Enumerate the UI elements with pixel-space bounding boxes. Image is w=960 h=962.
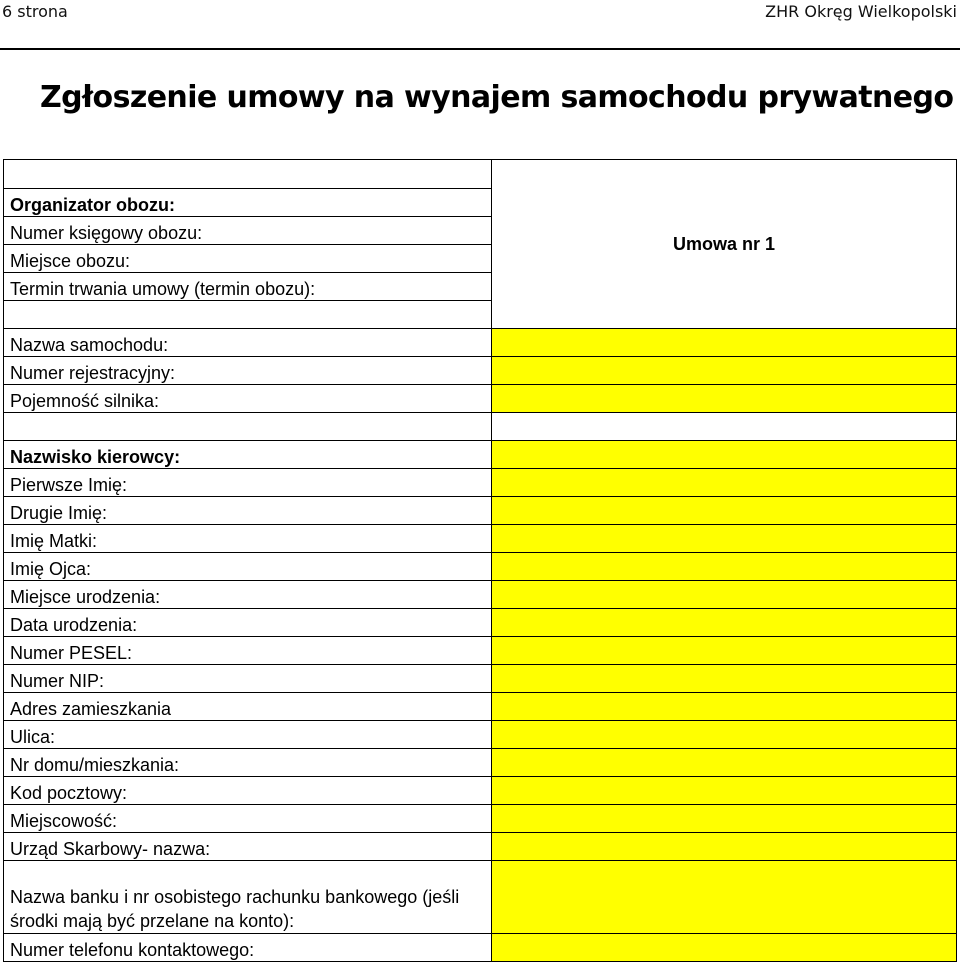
pesel-field[interactable] <box>492 637 957 665</box>
label-birth-place: Miejsce urodzenia: <box>4 581 492 609</box>
table-row <box>4 749 957 777</box>
table-row <box>4 693 957 721</box>
label-tax-office: Urząd Skarbowy- nazwa: <box>4 833 492 861</box>
first-name-field[interactable] <box>492 469 957 497</box>
contract-number: Umowa nr 1 <box>492 160 957 329</box>
driver-surname-field[interactable] <box>492 441 957 469</box>
value-cell-empty <box>492 413 957 441</box>
table-row <box>4 357 957 385</box>
label-house-number: Nr domu/mieszkania: <box>4 749 492 777</box>
label-car-name: Nazwa samochodu: <box>4 329 492 357</box>
engine-capacity-field[interactable] <box>492 385 957 413</box>
table-row <box>4 833 957 861</box>
label-engine-capacity: Pojemność silnika: <box>4 385 492 413</box>
table-row <box>4 637 957 665</box>
page-header <box>0 0 960 24</box>
phone-number-field[interactable] <box>492 934 957 962</box>
birth-date-field[interactable] <box>492 609 957 637</box>
nip-field[interactable] <box>492 665 957 693</box>
header-divider <box>0 48 960 50</box>
label-home-address: Adres zamieszkania <box>4 693 492 721</box>
label-bank-account: Nazwa banku i nr osobistego rachunku bankowego (jeśli środki mają być przelane na konto): <box>4 861 492 934</box>
label-street: Ulica: <box>4 721 492 749</box>
table-row <box>4 553 957 581</box>
mother-name-field[interactable] <box>492 525 957 553</box>
tax-office-field[interactable] <box>492 833 957 861</box>
label-contract-term: Termin trwania umowy (termin obozu): <box>4 273 492 301</box>
city-field[interactable] <box>492 805 957 833</box>
birth-place-field[interactable] <box>492 581 957 609</box>
label-first-name: Pierwsze Imię: <box>4 469 492 497</box>
table-row <box>4 861 957 934</box>
street-field[interactable] <box>492 721 957 749</box>
table-row <box>4 665 957 693</box>
label-postal-code: Kod pocztowy: <box>4 777 492 805</box>
label-birth-date: Data urodzenia: <box>4 609 492 637</box>
table-row <box>4 934 957 962</box>
table-row <box>4 497 957 525</box>
second-name-field[interactable] <box>492 497 957 525</box>
page-number: 6 strona <box>2 2 68 21</box>
label-phone-number: Numer telefonu kontaktowego: <box>4 934 492 962</box>
home-address-field[interactable] <box>492 693 957 721</box>
table-row <box>4 469 957 497</box>
label-accounting-number: Numer księgowy obozu: <box>4 217 492 245</box>
label-mother-name: Imię Matki: <box>4 525 492 553</box>
table-row <box>4 609 957 637</box>
postal-code-field[interactable] <box>492 777 957 805</box>
label-cell-empty <box>4 413 492 441</box>
rental-form-table <box>3 159 957 962</box>
table-row <box>4 805 957 833</box>
organization-name: ZHR Okręg Wielkopolski <box>765 2 957 21</box>
table-row <box>4 525 957 553</box>
table-row <box>4 441 957 469</box>
table-row <box>4 581 957 609</box>
label-cell-empty <box>4 301 492 329</box>
father-name-field[interactable] <box>492 553 957 581</box>
house-number-field[interactable] <box>492 749 957 777</box>
label-nip: Numer NIP: <box>4 665 492 693</box>
label-father-name: Imię Ojca: <box>4 553 492 581</box>
registration-number-field[interactable] <box>492 357 957 385</box>
label-second-name: Drugie Imię: <box>4 497 492 525</box>
table-row-top <box>4 160 957 189</box>
label-cell-empty <box>4 160 492 189</box>
label-camp-location: Miejsce obozu: <box>4 245 492 273</box>
document-title: Zgłoszenie umowy na wynajem samochodu prywatnego <box>40 80 954 115</box>
car-name-field[interactable] <box>492 329 957 357</box>
label-city: Miejscowość: <box>4 805 492 833</box>
table-row <box>4 721 957 749</box>
label-driver-surname: Nazwisko kierowcy: <box>4 441 492 469</box>
table-row <box>4 385 957 413</box>
table-row <box>4 777 957 805</box>
label-registration-number: Numer rejestracyjny: <box>4 357 492 385</box>
table-row <box>4 329 957 357</box>
label-organizer: Organizator obozu: <box>4 189 492 217</box>
bank-account-field[interactable] <box>492 861 957 934</box>
table-row <box>4 413 957 441</box>
label-pesel: Numer PESEL: <box>4 637 492 665</box>
